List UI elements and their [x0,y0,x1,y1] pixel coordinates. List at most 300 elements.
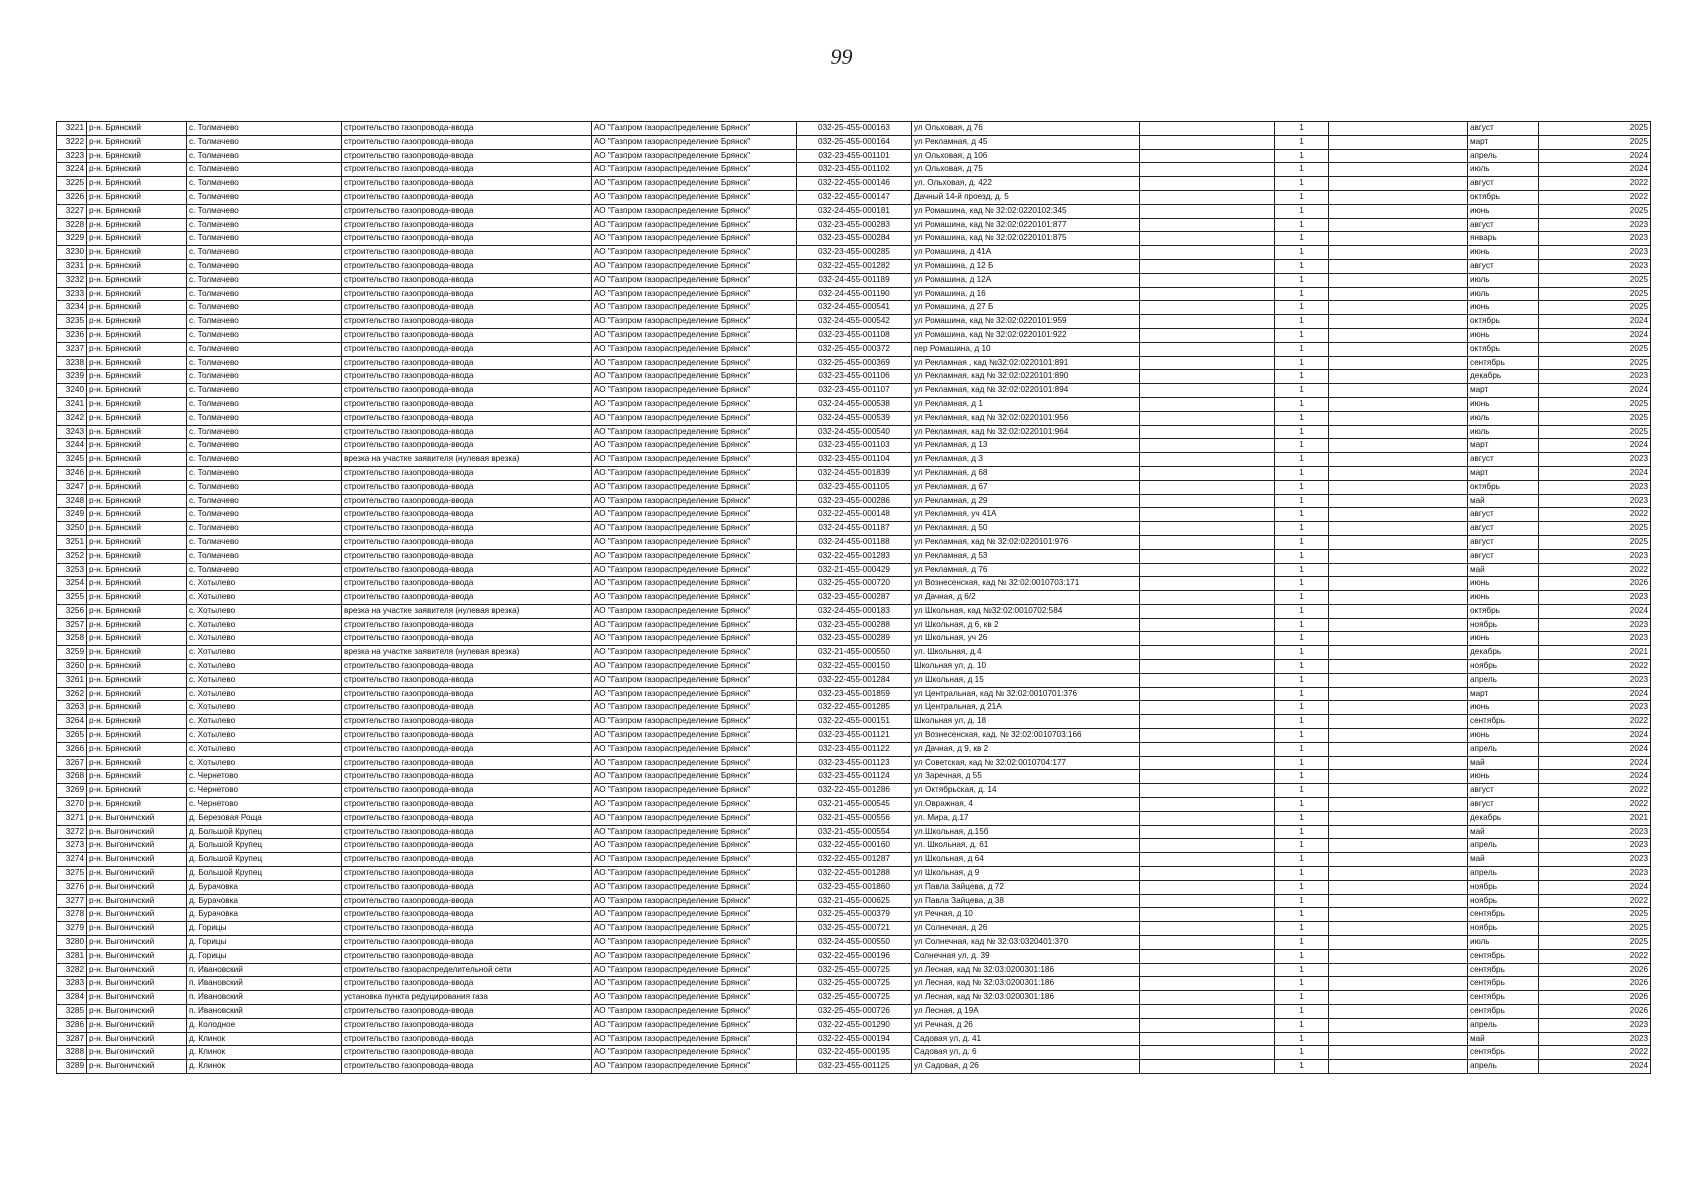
empty-cell [1329,963,1468,977]
settlement-cell: с. Хотылево [187,687,342,701]
organization-cell: АО "Газпром газораспределение Брянск" [592,135,797,149]
address-cell: ул Заречная, д 55 [912,770,1140,784]
month-cell: апрель [1468,1060,1539,1074]
year-cell: 2024 [1539,328,1651,342]
quantity-cell: 1 [1275,232,1329,246]
quantity-cell: 1 [1275,922,1329,936]
table-row [57,384,1651,398]
month-cell: июль [1468,411,1539,425]
application-code-cell: 032-22-455-000146 [797,177,912,191]
month-cell: март [1468,439,1539,453]
work-type-cell: строительство газопровода-ввода [342,287,592,301]
address-cell: Школьная ул, д. 18 [912,715,1140,729]
district-cell: р-н. Выгоничский [87,949,187,963]
empty-cell [1329,742,1468,756]
address-cell: ул.Школьная, д.15б [912,825,1140,839]
year-cell: 2023 [1539,701,1651,715]
district-cell: р-н. Выгоничский [87,1005,187,1019]
settlement-cell: п. Ивановский [187,1005,342,1019]
work-type-cell: строительство газопровода-ввода [342,591,592,605]
empty-cell [1329,411,1468,425]
work-type-cell: строительство газопровода-ввода [342,660,592,674]
empty-cell [1329,1032,1468,1046]
settlement-cell: с. Толмачево [187,453,342,467]
settlement-cell: п. Ивановский [187,963,342,977]
row-number-cell: 3278 [57,908,87,922]
organization-cell: АО "Газпром газораспределение Брянск" [592,1060,797,1074]
address-cell: ул Рекламная, д 50 [912,522,1140,536]
row-number-cell: 3239 [57,370,87,384]
district-cell: р-н. Брянский [87,287,187,301]
month-cell: ноябрь [1468,894,1539,908]
year-cell: 2022 [1539,784,1651,798]
application-code-cell: 032-23-455-001125 [797,1060,912,1074]
application-code-cell: 032-22-455-001288 [797,867,912,881]
row-number-cell: 3282 [57,963,87,977]
organization-cell: АО "Газпром газораспределение Брянск" [592,922,797,936]
row-number-cell: 3258 [57,632,87,646]
district-cell: р-н. Брянский [87,742,187,756]
month-cell: сентябрь [1468,908,1539,922]
application-code-cell: 032-22-455-001287 [797,853,912,867]
organization-cell: АО "Газпром газораспределение Брянск" [592,453,797,467]
month-cell: август [1468,122,1539,136]
district-cell: р-н. Брянский [87,425,187,439]
address-cell: ул Лесная, д 19А [912,1005,1140,1019]
empty-cell [1140,384,1275,398]
empty-cell [1329,397,1468,411]
empty-cell [1329,439,1468,453]
settlement-cell: д. Колодное [187,1018,342,1032]
settlement-cell: с. Хотылево [187,673,342,687]
table-row [57,163,1651,177]
quantity-cell: 1 [1275,591,1329,605]
month-cell: октябрь [1468,604,1539,618]
address-cell: пер Ромашина, д 10 [912,342,1140,356]
work-type-cell: строительство газопровода-ввода [342,273,592,287]
address-cell: Солнечная ул, д. 39 [912,949,1140,963]
district-cell: р-н. Брянский [87,135,187,149]
address-cell: ул Школьная, д 15 [912,673,1140,687]
row-number-cell: 3225 [57,177,87,191]
quantity-cell: 1 [1275,991,1329,1005]
row-number-cell: 3223 [57,149,87,163]
empty-cell [1140,853,1275,867]
empty-cell [1140,163,1275,177]
district-cell: р-н. Выгоничский [87,908,187,922]
organization-cell: АО "Газпром газораспределение Брянск" [592,301,797,315]
empty-cell [1140,1005,1275,1019]
address-cell: ул Лесная, кад № 32:03:0200301:186 [912,977,1140,991]
row-number-cell: 3236 [57,328,87,342]
application-code-cell: 032-21-455-000556 [797,811,912,825]
organization-cell: АО "Газпром газораспределение Брянск" [592,549,797,563]
address-cell: ул Центральная, кад № 32:02:0010701:376 [912,687,1140,701]
year-cell: 2023 [1539,370,1651,384]
address-cell: ул Рекламная, д 3 [912,453,1140,467]
district-cell: р-н. Выгоничский [87,1046,187,1060]
work-type-cell: строительство газопровода-ввода [342,687,592,701]
address-cell: ул Рекламная, кад № 32:02:0220101:890 [912,370,1140,384]
quantity-cell: 1 [1275,163,1329,177]
table-row [57,618,1651,632]
district-cell: р-н. Брянский [87,163,187,177]
empty-cell [1329,1046,1468,1060]
address-cell: ул. Школьная, д. 61 [912,839,1140,853]
application-code-cell: 032-22-455-001286 [797,784,912,798]
table-row [57,177,1651,191]
application-code-cell: 032-23-455-000284 [797,232,912,246]
row-number-cell: 3248 [57,494,87,508]
application-code-cell: 032-25-455-000369 [797,356,912,370]
application-code-cell: 032-24-455-001190 [797,287,912,301]
month-cell: август [1468,798,1539,812]
quantity-cell: 1 [1275,770,1329,784]
work-type-cell: строительство газопровода-ввода [342,149,592,163]
district-cell: р-н. Брянский [87,466,187,480]
empty-cell [1329,618,1468,632]
address-cell: ул Ромашина, кад № 32:02:0220102:345 [912,204,1140,218]
month-cell: сентябрь [1468,991,1539,1005]
application-code-cell: 032-23-455-001860 [797,880,912,894]
settlement-cell: с. Хотылево [187,591,342,605]
month-cell: июль [1468,163,1539,177]
empty-cell [1329,549,1468,563]
month-cell: сентябрь [1468,963,1539,977]
quantity-cell: 1 [1275,673,1329,687]
table-row [57,356,1651,370]
organization-cell: АО "Газпром газораспределение Брянск" [592,411,797,425]
table-row [57,246,1651,260]
district-cell: р-н. Брянский [87,577,187,591]
district-cell: р-н. Брянский [87,301,187,315]
organization-cell: АО "Газпром газораспределение Брянск" [592,218,797,232]
quantity-cell: 1 [1275,246,1329,260]
settlement-cell: с. Хотылево [187,729,342,743]
year-cell: 2022 [1539,508,1651,522]
table-row [57,535,1651,549]
year-cell: 2024 [1539,742,1651,756]
month-cell: апрель [1468,149,1539,163]
settlement-cell: с. Толмачево [187,342,342,356]
district-cell: р-н. Выгоничский [87,811,187,825]
empty-cell [1329,122,1468,136]
month-cell: август [1468,259,1539,273]
table-row [57,577,1651,591]
address-cell: ул Речная, д 26 [912,1018,1140,1032]
empty-cell [1329,453,1468,467]
month-cell: сентябрь [1468,977,1539,991]
empty-cell [1329,798,1468,812]
address-cell: ул Солнечная, кад № 32:03:0320401:370 [912,936,1140,950]
row-number-cell: 3263 [57,701,87,715]
table-row [57,204,1651,218]
organization-cell: АО "Газпром газораспределение Брянск" [592,991,797,1005]
empty-cell [1329,1018,1468,1032]
organization-cell: АО "Газпром газораспределение Брянск" [592,439,797,453]
empty-cell [1140,936,1275,950]
application-code-cell: 032-24-455-000539 [797,411,912,425]
year-cell: 2022 [1539,894,1651,908]
district-cell: р-н. Брянский [87,439,187,453]
application-code-cell: 032-23-455-001104 [797,453,912,467]
quantity-cell: 1 [1275,742,1329,756]
table-row [57,149,1651,163]
empty-cell [1329,1005,1468,1019]
application-code-cell: 032-24-455-000183 [797,604,912,618]
table-row [57,880,1651,894]
empty-cell [1140,770,1275,784]
district-cell: р-н. Брянский [87,246,187,260]
organization-cell: АО "Газпром газораспределение Брянск" [592,784,797,798]
quantity-cell: 1 [1275,646,1329,660]
row-number-cell: 3228 [57,218,87,232]
empty-cell [1329,177,1468,191]
quantity-cell: 1 [1275,756,1329,770]
organization-cell: АО "Газпром газораспределение Брянск" [592,522,797,536]
quantity-cell: 1 [1275,522,1329,536]
table-row [57,591,1651,605]
application-code-cell: 032-21-455-000625 [797,894,912,908]
row-number-cell: 3286 [57,1018,87,1032]
quantity-cell: 1 [1275,1018,1329,1032]
table-row [57,742,1651,756]
table-row [57,453,1651,467]
district-cell: р-н. Брянский [87,204,187,218]
table-row [57,936,1651,950]
row-number-cell: 3265 [57,729,87,743]
settlement-cell: д. Клинок [187,1060,342,1074]
district-cell: р-н. Выгоничский [87,880,187,894]
settlement-cell: с. Толмачево [187,508,342,522]
quantity-cell: 1 [1275,618,1329,632]
empty-cell [1140,604,1275,618]
row-number-cell: 3260 [57,660,87,674]
empty-cell [1140,618,1275,632]
work-type-cell: строительство газопровода-ввода [342,259,592,273]
work-type-cell: строительство газопровода-ввода [342,977,592,991]
address-cell: ул Дачная, д 6/2 [912,591,1140,605]
organization-cell: АО "Газпром газораспределение Брянск" [592,632,797,646]
organization-cell: АО "Газпром газораспределение Брянск" [592,811,797,825]
settlement-cell: д. Большой Крупец [187,867,342,881]
empty-cell [1329,508,1468,522]
empty-cell [1140,908,1275,922]
row-number-cell: 3277 [57,894,87,908]
empty-cell [1329,632,1468,646]
year-cell: 2022 [1539,563,1651,577]
work-type-cell: строительство газопровода-ввода [342,784,592,798]
application-code-cell: 032-24-455-000538 [797,397,912,411]
application-code-cell: 032-22-455-000147 [797,190,912,204]
work-type-cell: строительство газопровода-ввода [342,577,592,591]
empty-cell [1140,784,1275,798]
application-code-cell: 032-23-455-001107 [797,384,912,398]
quantity-cell: 1 [1275,936,1329,950]
address-cell: ул Школьная, д 9 [912,867,1140,881]
year-cell: 2023 [1539,1018,1651,1032]
empty-cell [1140,811,1275,825]
empty-cell [1329,1060,1468,1074]
month-cell: декабрь [1468,811,1539,825]
month-cell: июль [1468,273,1539,287]
district-cell: р-н. Выгоничский [87,922,187,936]
application-code-cell: 032-24-455-000542 [797,315,912,329]
settlement-cell: с. Толмачево [187,466,342,480]
row-number-cell: 3251 [57,535,87,549]
table-row [57,798,1651,812]
empty-cell [1140,660,1275,674]
work-type-cell: строительство газопровода-ввода [342,135,592,149]
address-cell: ул. Школьная, д.4 [912,646,1140,660]
empty-cell [1329,673,1468,687]
work-type-cell: строительство газораспределительной сети [342,963,592,977]
month-cell: июль [1468,936,1539,950]
address-cell: ул Рекламная, д 68 [912,466,1140,480]
year-cell: 2023 [1539,232,1651,246]
work-type-cell: строительство газопровода-ввода [342,715,592,729]
table-row [57,908,1651,922]
empty-cell [1140,315,1275,329]
settlement-cell: с. Толмачево [187,328,342,342]
district-cell: р-н. Выгоничский [87,977,187,991]
month-cell: июнь [1468,328,1539,342]
organization-cell: АО "Газпром газораспределение Брянск" [592,232,797,246]
address-cell: ул Рекламная, д 53 [912,549,1140,563]
work-type-cell: строительство газопровода-ввода [342,411,592,425]
table-row [57,315,1651,329]
empty-cell [1140,494,1275,508]
empty-cell [1329,259,1468,273]
row-number-cell: 3222 [57,135,87,149]
application-code-cell: 032-22-455-001282 [797,259,912,273]
empty-cell [1329,563,1468,577]
register-rows [57,122,1651,1074]
month-cell: март [1468,687,1539,701]
row-number-cell: 3271 [57,811,87,825]
empty-cell [1140,963,1275,977]
year-cell: 2026 [1539,1005,1651,1019]
district-cell: р-н. Брянский [87,687,187,701]
empty-cell [1140,439,1275,453]
work-type-cell: строительство газопровода-ввода [342,880,592,894]
work-type-cell: врезка на участке заявителя (нулевая врезка) [342,604,592,618]
empty-cell [1140,867,1275,881]
year-cell: 2022 [1539,660,1651,674]
organization-cell: АО "Газпром газораспределение Брянск" [592,715,797,729]
month-cell: октябрь [1468,190,1539,204]
year-cell: 2023 [1539,867,1651,881]
district-cell: р-н. Выгоничский [87,825,187,839]
empty-cell [1140,825,1275,839]
settlement-cell: с. Толмачево [187,259,342,273]
year-cell: 2022 [1539,190,1651,204]
row-number-cell: 3232 [57,273,87,287]
year-cell: 2022 [1539,715,1651,729]
application-code-cell: 032-22-455-000150 [797,660,912,674]
month-cell: ноябрь [1468,922,1539,936]
application-code-cell: 032-24-455-000540 [797,425,912,439]
year-cell: 2023 [1539,480,1651,494]
settlement-cell: с. Хотылево [187,632,342,646]
settlement-cell: с. Толмачево [187,177,342,191]
table-row [57,811,1651,825]
work-type-cell: строительство газопровода-ввода [342,563,592,577]
application-code-cell: 032-22-455-001283 [797,549,912,563]
empty-cell [1140,1046,1275,1060]
row-number-cell: 3285 [57,1005,87,1019]
address-cell: ул Ромашина, д 12 Б [912,259,1140,273]
work-type-cell: строительство газопровода-ввода [342,508,592,522]
empty-cell [1329,342,1468,356]
work-type-cell: строительство газопровода-ввода [342,549,592,563]
settlement-cell: д. Большой Крупец [187,839,342,853]
month-cell: август [1468,453,1539,467]
table-row [57,480,1651,494]
district-cell: р-н. Брянский [87,149,187,163]
settlement-cell: с. Хотылево [187,756,342,770]
empty-cell [1329,204,1468,218]
empty-cell [1140,411,1275,425]
organization-cell: АО "Газпром газораспределение Брянск" [592,825,797,839]
quantity-cell: 1 [1275,480,1329,494]
empty-cell [1140,977,1275,991]
empty-cell [1329,273,1468,287]
table-row [57,853,1651,867]
district-cell: р-н. Выгоничский [87,853,187,867]
settlement-cell: с. Толмачево [187,204,342,218]
empty-cell [1329,315,1468,329]
table-row [57,218,1651,232]
address-cell: ул Рекламная , кад №32:02:0220101:891 [912,356,1140,370]
quantity-cell: 1 [1275,494,1329,508]
row-number-cell: 3270 [57,798,87,812]
address-cell: ул Рекламная, кад № 32:02:0220101:894 [912,384,1140,398]
address-cell: Дачный 14-й проезд, д. 5 [912,190,1140,204]
row-number-cell: 3269 [57,784,87,798]
application-code-cell: 032-23-455-000288 [797,618,912,632]
month-cell: август [1468,218,1539,232]
work-type-cell: строительство газопровода-ввода [342,1046,592,1060]
application-code-cell: 032-22-455-001284 [797,673,912,687]
month-cell: июнь [1468,301,1539,315]
application-code-cell: 032-25-455-000721 [797,922,912,936]
month-cell: июнь [1468,729,1539,743]
district-cell: р-н. Выгоничский [87,991,187,1005]
empty-cell [1140,839,1275,853]
table-row [57,922,1651,936]
empty-cell [1140,149,1275,163]
table-row [57,715,1651,729]
year-cell: 2023 [1539,1032,1651,1046]
table-row [57,729,1651,743]
year-cell: 2021 [1539,811,1651,825]
work-type-cell: строительство газопровода-ввода [342,839,592,853]
district-cell: р-н. Брянский [87,535,187,549]
settlement-cell: с. Толмачево [187,384,342,398]
work-type-cell: строительство газопровода-ввода [342,701,592,715]
row-number-cell: 3259 [57,646,87,660]
table-row [57,604,1651,618]
address-cell: ул Рекламная, д 13 [912,439,1140,453]
year-cell: 2025 [1539,204,1651,218]
settlement-cell: п. Ивановский [187,991,342,1005]
district-cell: р-н. Брянский [87,411,187,425]
month-cell: ноябрь [1468,660,1539,674]
year-cell: 2024 [1539,315,1651,329]
settlement-cell: с. Толмачево [187,315,342,329]
address-cell: ул. Ольховая, д. 422 [912,177,1140,191]
